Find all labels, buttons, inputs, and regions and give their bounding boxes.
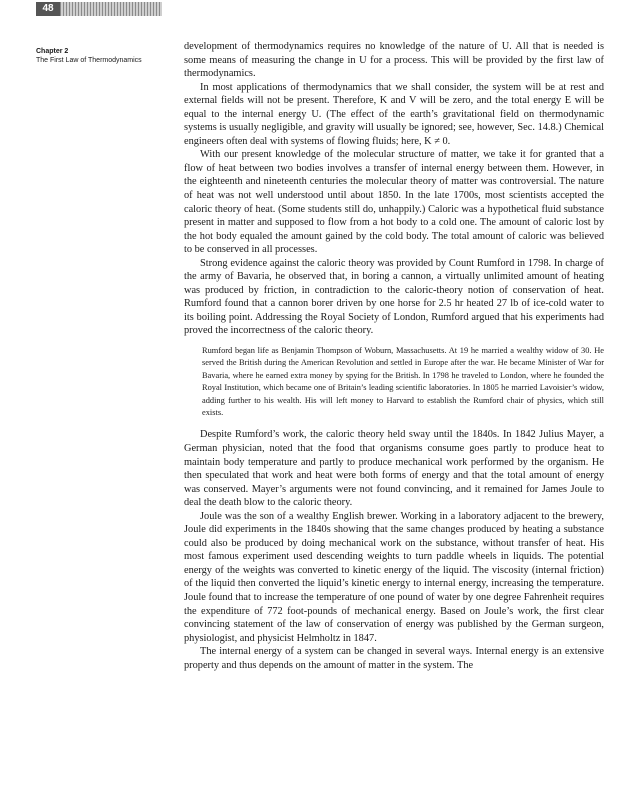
paragraph: Joule was the son of a wealthy English brewer. Working in a laboratory adjacent to the brewery, Joule did experiments in the 1840s showing that the same changes produced by heating a substance could also be produced by doing mechanical work on the substance, without transfer of heat. His most famous experiment used descending weights to turn paddle wheels in liquids. The potential energy of the weights was converted to kinetic energy of the liquid. The viscosity (internal friction) of the liquid then converted the liquid’s kinetic energy to internal energy, increasing the temperature. Joule found that to increase the temperature of one pound of water by one degree Fahrenheit requires the expenditure of 772 foot-pounds of mechanical energy. Based on Joule’s work, the first clear convincing statement of the law of conservation of energy was published by the German surgeon, physiologist, and physicist Helmholtz in 1847. [184,510,604,644]
paragraph: The internal energy of a system can be changed in several ways. Internal energy is an extensive property and thus depends on the amount of matter in the system. The [184,646,604,671]
chapter-label: Chapter 2 [36,48,69,55]
page-number: 48 [36,2,60,16]
paragraph: In most applications of thermodynamics that we shall consider, the system will be at rest and external fields will not be present. Therefore, K and V will be zero, and the total energy E will be equal to the internal energy U. (The effect of the earth’s gravitational field on thermodynamic systems is usually negligible, and gravity will usually be ignored; see, however, Sec. 14.8.) Chemical engineers often deal with systems of flowing fluids; here, K ≠ 0. [184,81,604,147]
chapter-title: The First Law of Thermodynamics [36,57,142,64]
biographical-note: Rumford began life as Benjamin Thompson of Woburn, Massachusetts. At 19 he married a wealthy widow of 30. He served the British during the American Revolution and settled in Europe after the war. He became Minister of War for Bavaria, where he earned extra money by spying for the British. In 1798 he traveled to London, where he founded the Royal Institution, which became one of Britain’s leading scientific laboratories. In 1805 he married Lavoisier’s widow, adding further to his wealth. His will left money to Harvard to establish the Rumford chair of physics, which still exists. [202,346,604,418]
paragraph: Strong evidence against the caloric theory was provided by Count Rumford in 1798. In charge of the army of Bavaria, he observed that, in boring a cannon, a virtually unlimited amount of heating was produced by friction, in contradiction to the caloric-theory notion of conservation of heat. Rumford found that a cannon borer driven by one horse for 2.5 hr heated 27 lb of ice-cold water to its boiling point. Addressing the Royal Society of London, Rumford argued that his experiments had proved the incorrectness of the caloric theory. [184,257,604,337]
main-text [184,40,604,672]
chapter-heading [36,47,166,65]
paragraph: Despite Rumford’s work, the caloric theory held sway until the 1840s. In 1842 Julius Mayer, a German physician, noted that the food that organisms consume goes partly to produce heat to maintain body temperature and partly to produce mechanical work performed by the organism. He then speculated that work and heat were both forms of energy and that the total amount of energy was conserved. Mayer’s arguments were not found convincing, and it remained for James Joule to deal the death blow to the caloric theory. [184,429,604,509]
paragraph: With our present knowledge of the molecular structure of matter, we take it for granted that a flow of heat between two bodies involves a transfer of internal energy between them. However, in the eighteenth and nineteenth centuries the molecular theory of matter was controversial. The nature of heat was not well understood until about 1850. In the late 1700s, most scientists accepted the caloric theory of heat. (Some students still do, unhappily.) Caloric was a hypothetical fluid substance present in matter and supposed to flow from a hot body to a cold one. The amount of caloric lost by the hot body equaled the amount gained by the cold body. The total amount of caloric was believed to be conserved in all processes. [184,149,604,256]
paragraph: development of thermodynamics requires no knowledge of the nature of U. All that is needed is some means of measuring the change in U for a process. This will be provided by the first law of thermodynamics. [184,41,604,80]
